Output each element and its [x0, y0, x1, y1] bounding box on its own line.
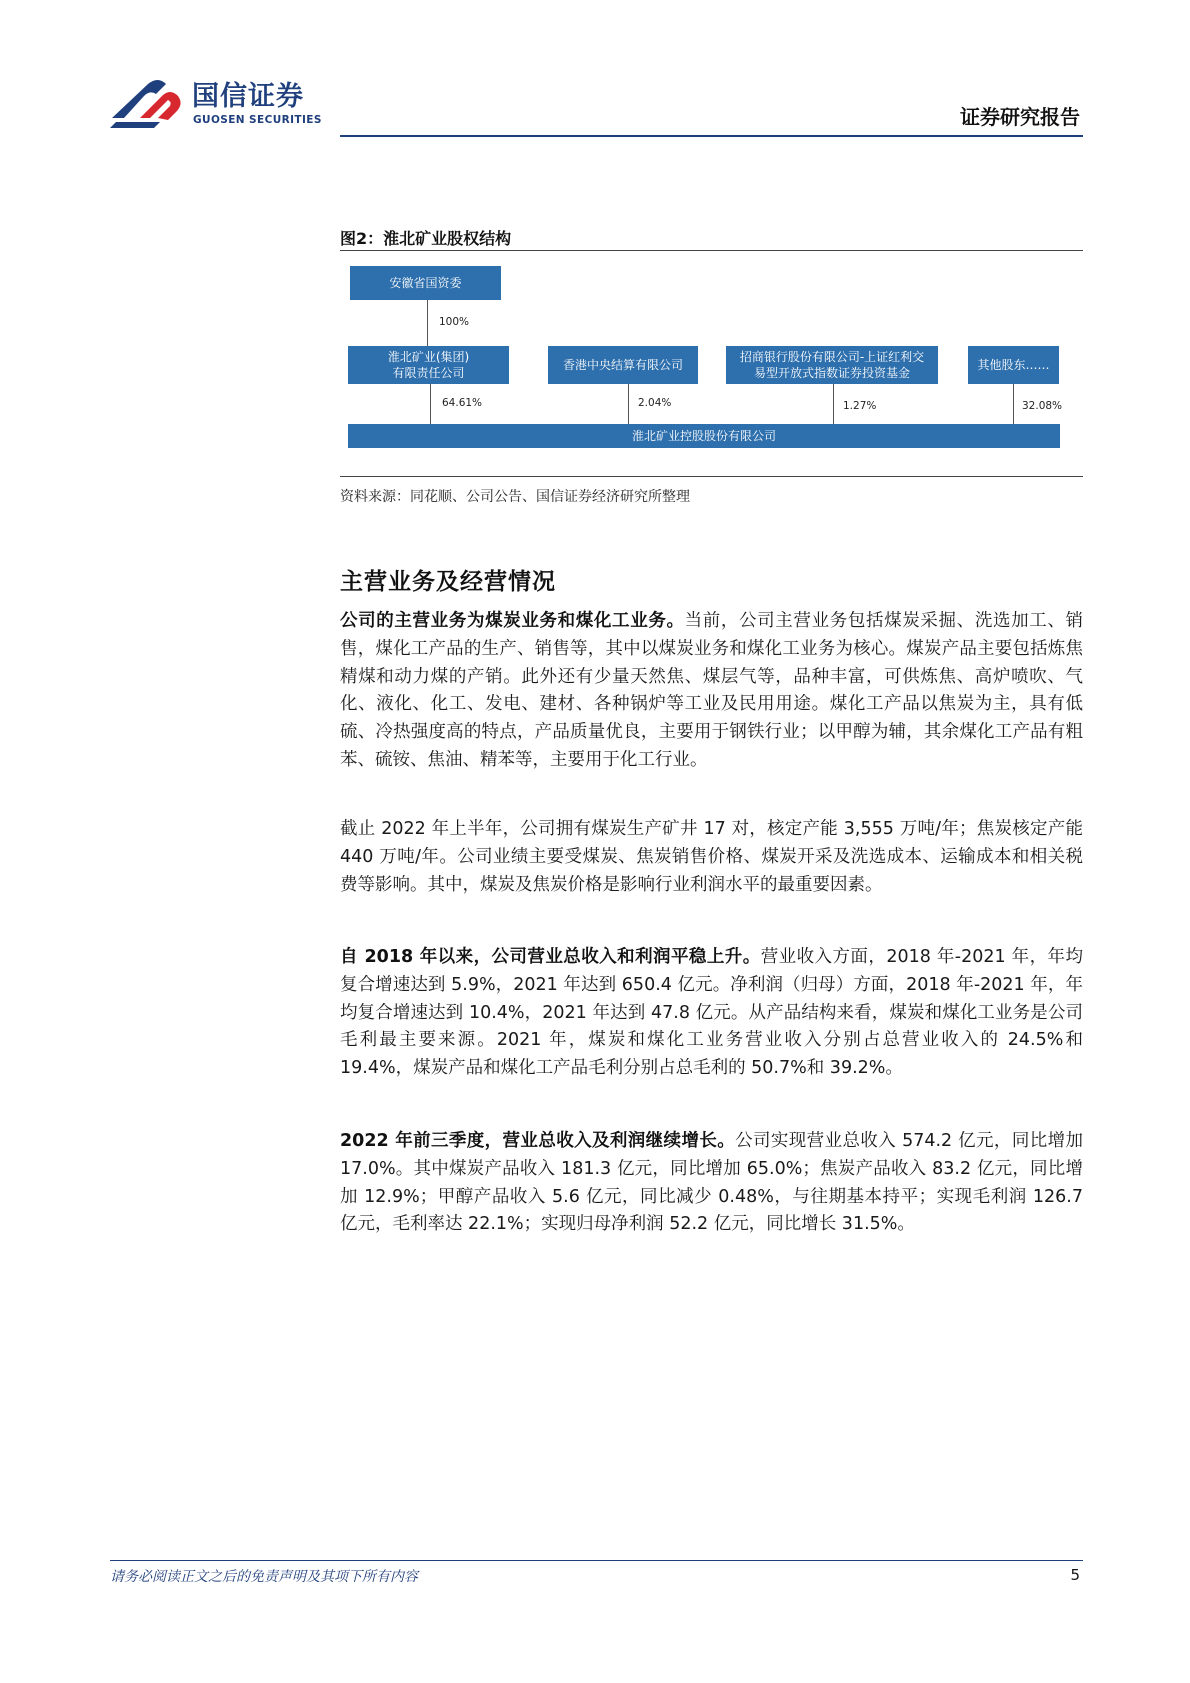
- logo-mark-icon: [110, 72, 190, 134]
- footer-divider: [110, 1560, 1083, 1561]
- shareholder-name-line1: 其他股东……: [977, 358, 1050, 372]
- header-divider: [340, 135, 1083, 137]
- shareholder-name-line1: 招商银行股份有限公司-上证红利交: [739, 350, 925, 364]
- connector-shareholder: [628, 384, 629, 424]
- shareholder-name-line2: 易型开放式指数证券投资基金: [753, 366, 910, 380]
- shareholder-name-line2: 有限责任公司: [392, 366, 465, 380]
- shareholder-pct: 64.61%: [442, 397, 483, 409]
- report-type-title: 证券研究报告: [960, 105, 1080, 129]
- paragraph: [340, 944, 1083, 1083]
- shareholder-box: [968, 346, 1059, 384]
- company-name: 淮北矿业控股股份有限公司: [631, 429, 776, 443]
- shareholder-pct: 1.27%: [843, 400, 877, 412]
- page-number: 5: [1070, 1566, 1080, 1584]
- top-shareholder-box: [350, 266, 501, 300]
- top-shareholder-name: 安徽省国资委: [389, 276, 462, 290]
- figure-top-rule: [340, 250, 1083, 251]
- disclaimer-note: 请务必阅读正文之后的免责声明及其项下所有内容: [110, 1569, 418, 1585]
- logo-text-en: GUOSEN SECURITIES: [193, 114, 322, 126]
- connector-shareholder: [1013, 384, 1014, 424]
- figure-bottom-rule: [340, 476, 1083, 477]
- shareholder-name-line1: 淮北矿业(集团): [387, 350, 470, 364]
- paragraph-body: 营业收入方面，2018 年-2021 年，年均复合增速达到 5.9%，2021 年达到 650.4 亿元。净利润（归母）方面，2018 年-2021 年，年均复合增速达到 10.4%，2021 年达到 47.8 亿元。从产品结构来看，煤炭和煤化工业务是公司毛利最主要来源。2021 年，煤炭和煤化工业务营业收入分别占总营业收入的 24.5%和 19.4%，煤炭产品和煤化工产品毛利分别占总毛利的 50.7%和 39.2%。: [340, 947, 1084, 1079]
- top-shareholder-pct: 100%: [439, 316, 470, 328]
- paragraph-lead: 自 2018 年以来，公司营业总收入和利润平稳上升。: [340, 947, 761, 967]
- shareholder-name-line1: 香港中央结算有限公司: [562, 358, 683, 372]
- paragraph: [340, 608, 1083, 775]
- paragraph-lead: 公司的主营业务为煤炭业务和煤化工业务。: [340, 611, 685, 631]
- company-logo: [110, 72, 322, 134]
- paragraph-body: 当前，公司主营业务包括煤炭采掘、洗选加工、销售，煤化工产品的生产、销售等，其中以煤炭业务和煤化工业务为核心。煤炭产品主要包括炼焦精煤和动力煤的产销。此外还有少量天然焦、煤层气等，品种丰富，可供炼焦、高炉喷吹、气化、液化、化工、发电、建材、各种锅炉等工业及民用用途。煤化工产品以焦炭为主，具有低硫、冷热强度高的特点，产品质量优良，主要用于钢铁行业；以甲醇为辅，其余煤化工产品有粗苯、硫铵、焦油、精苯等，主要用于化工行业。: [340, 611, 1084, 770]
- shareholder-box: [726, 346, 938, 384]
- paragraph: [340, 816, 1083, 899]
- connector-shareholder: [430, 384, 431, 424]
- paragraph-lead: 2022 年前三季度，营业总收入及利润继续增长。: [340, 1131, 736, 1151]
- shareholder-pct: 32.08%: [1022, 400, 1063, 412]
- logo-text-cn: 国信证券: [192, 81, 304, 112]
- paragraph-body: 截止 2022 年上半年，公司拥有煤炭生产矿井 17 对，核定产能 3,555 万吨/年；焦炭核定产能 440 万吨/年。公司业绩主要受煤炭、焦炭销售价格、煤炭开采及洗选成本、运输成本和相关税费等影响。其中，煤炭及焦炭价格是影响行业利润水平的最重要因素。: [340, 819, 1083, 895]
- connector-shareholder: [833, 384, 834, 424]
- figure-source: 资料来源：同花顺、公司公告、国信证券经济研究所整理: [340, 489, 690, 505]
- section-title: 主营业务及经营情况: [340, 569, 556, 595]
- paragraph: [340, 1128, 1083, 1239]
- shareholder-pct: 2.04%: [638, 397, 672, 409]
- shareholder-box: [348, 346, 509, 384]
- shareholder-box: [548, 346, 698, 384]
- paragraph-body: 公司实现营业总收入 574.2 亿元，同比增加 17.0%。其中煤炭产品收入 181.3 亿元，同比增加 65.0%；焦炭产品收入 83.2 亿元，同比增加 12.9%；甲醇产品收入 5.6 亿元，同比减少 0.48%，与往期基本持平；实现毛利润 126.7 亿元，毛利率达 22.1%；实现归母净利润 52.2 亿元，同比增长 31.5%。: [340, 1131, 1083, 1235]
- company-box: [348, 424, 1060, 448]
- figure-title: 图2：淮北矿业股权结构: [340, 229, 512, 248]
- connector-top: [427, 300, 428, 348]
